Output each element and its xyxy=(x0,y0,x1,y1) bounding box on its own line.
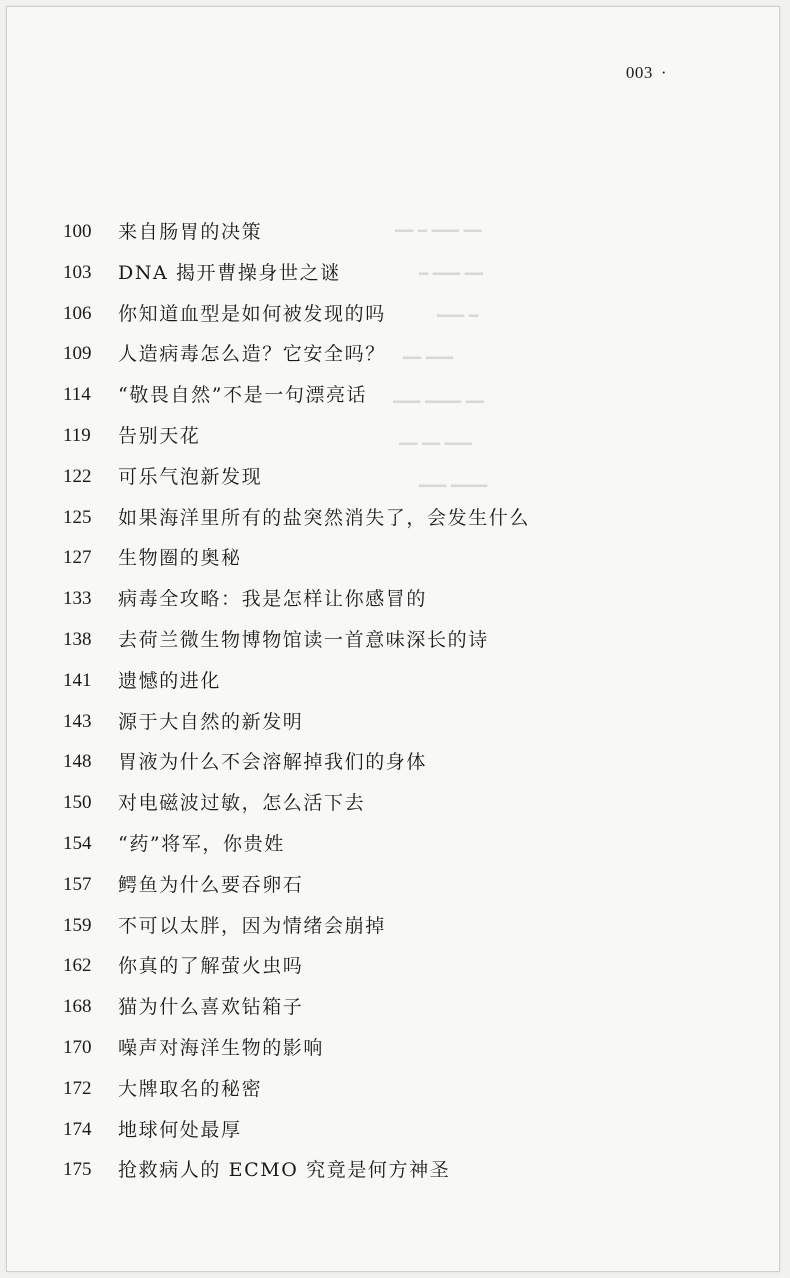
toc-title: 猫为什么喜欢钻箱子 xyxy=(118,996,304,1019)
toc-entry[interactable] xyxy=(7,294,779,335)
toc-page-number: 162 xyxy=(63,955,92,977)
toc-title: 病毒全攻略：我是怎样让你感冒的 xyxy=(118,588,428,611)
toc-title: 胃液为什么不会溶解掉我们的身体 xyxy=(118,751,428,774)
toc-title: 地球何处最厚 xyxy=(118,1118,242,1141)
toc-title: 去荷兰微生物博物馆读一首意味深长的诗 xyxy=(118,628,489,651)
toc-title: “药”将军，你贵姓 xyxy=(118,832,285,855)
toc-entry[interactable] xyxy=(7,375,779,416)
toc-title: 生物圈的奥秘 xyxy=(118,547,242,570)
page-number-value: 003 xyxy=(625,63,653,82)
toc-page-number: 148 xyxy=(63,751,92,773)
toc-title: 如果海洋里所有的盐突然消失了，会发生什么 xyxy=(118,506,531,529)
toc-page-number: 141 xyxy=(63,669,92,691)
toc-page-number: 100 xyxy=(63,221,92,242)
toc-title: 可乐气泡新发现 xyxy=(118,465,263,488)
toc-page-number: 170 xyxy=(63,1036,92,1058)
toc-page-number: 159 xyxy=(63,914,92,936)
toc-entry[interactable] xyxy=(7,416,779,457)
toc-page-number: 106 xyxy=(63,302,92,324)
toc-title: DNA 揭开曹操身世之谜 xyxy=(118,261,341,284)
toc-page-number: 143 xyxy=(63,710,92,732)
bleed-through-mark: ━━ ━ ━━━ ━━ xyxy=(395,222,482,240)
page-number-mark: · xyxy=(660,63,667,82)
toc-entry[interactable] xyxy=(7,783,779,824)
toc-title: 来自肠胃的决策 xyxy=(118,221,263,243)
toc-entry[interactable] xyxy=(7,906,779,947)
bleed-through-mark: ━━━ ━ xyxy=(437,307,478,325)
toc-title: 鳄鱼为什么要吞卵石 xyxy=(118,873,304,896)
toc-page-number: 133 xyxy=(63,588,92,610)
toc-page-number: 109 xyxy=(63,343,92,365)
toc-page-number: 157 xyxy=(63,873,92,895)
toc-page-number: 138 xyxy=(63,628,92,650)
toc-page-number: 154 xyxy=(63,832,92,854)
toc-entry[interactable] xyxy=(7,1150,779,1191)
toc-title: 你知道血型是如何被发现的吗 xyxy=(118,302,386,325)
toc-entry[interactable] xyxy=(7,579,779,620)
toc-title: 源于大自然的新发明 xyxy=(118,710,304,733)
toc-page-number: 125 xyxy=(63,506,92,528)
bleed-through-mark: ━━ ━━━ xyxy=(403,349,453,367)
page-number xyxy=(626,63,667,83)
bleed-through-mark: ━━━ ━━━━ ━━ xyxy=(393,393,484,411)
toc-title: 人造病毒怎么造？它安全吗？ xyxy=(118,343,386,366)
toc-page-number: 114 xyxy=(63,384,91,406)
toc-entry[interactable] xyxy=(7,212,779,253)
toc-page-number: 103 xyxy=(63,261,92,283)
toc-title: 告别天花 xyxy=(118,424,201,447)
toc-entry[interactable] xyxy=(7,742,779,783)
toc-title: 对电磁波过敏，怎么活下去 xyxy=(118,792,366,815)
toc-title: 大牌取名的秘密 xyxy=(118,1077,263,1100)
toc-entry[interactable] xyxy=(7,253,779,294)
toc-page-number: 172 xyxy=(63,1077,92,1099)
toc-page-number: 174 xyxy=(63,1118,92,1140)
toc-title: 不可以太胖，因为情绪会崩掉 xyxy=(118,914,386,937)
bleed-through-mark: ━━ ━━ ━━━ xyxy=(399,435,472,453)
toc-title: 你真的了解萤火虫吗 xyxy=(118,955,304,978)
toc-page-number: 119 xyxy=(63,424,91,446)
bleed-through-mark: ━ ━━━ ━━ xyxy=(419,265,483,283)
toc-entry[interactable] xyxy=(7,538,779,579)
bleed-through-mark: ━━━ ━━━━ xyxy=(419,477,487,495)
toc-entry[interactable] xyxy=(7,661,779,702)
toc-entry[interactable] xyxy=(7,702,779,743)
toc-entry[interactable] xyxy=(7,498,779,539)
toc-title: “敬畏自然”不是一句漂亮话 xyxy=(118,384,368,407)
book-page xyxy=(6,6,780,1272)
toc-entry[interactable] xyxy=(7,334,779,375)
toc-entry[interactable] xyxy=(7,865,779,906)
toc-entry[interactable] xyxy=(7,1028,779,1069)
toc-page-number: 175 xyxy=(63,1159,92,1181)
toc-entry[interactable] xyxy=(7,620,779,661)
toc-entry[interactable] xyxy=(7,457,779,498)
toc-title: 噪声对海洋生物的影响 xyxy=(118,1036,325,1059)
toc-page-number: 150 xyxy=(63,792,92,814)
toc-page-number: 122 xyxy=(63,465,92,487)
toc-entry[interactable] xyxy=(7,1069,779,1110)
toc-page-number: 168 xyxy=(63,996,92,1018)
toc-entry[interactable] xyxy=(7,824,779,865)
toc-page-number: 127 xyxy=(63,547,92,569)
toc-entry[interactable] xyxy=(7,987,779,1028)
toc-title: 抢救病人的 ECMO 究竟是何方神圣 xyxy=(118,1159,451,1182)
toc-entry[interactable] xyxy=(7,946,779,987)
toc-title: 遗憾的进化 xyxy=(118,669,222,692)
table-of-contents xyxy=(7,212,779,1191)
toc-entry[interactable] xyxy=(7,1110,779,1151)
